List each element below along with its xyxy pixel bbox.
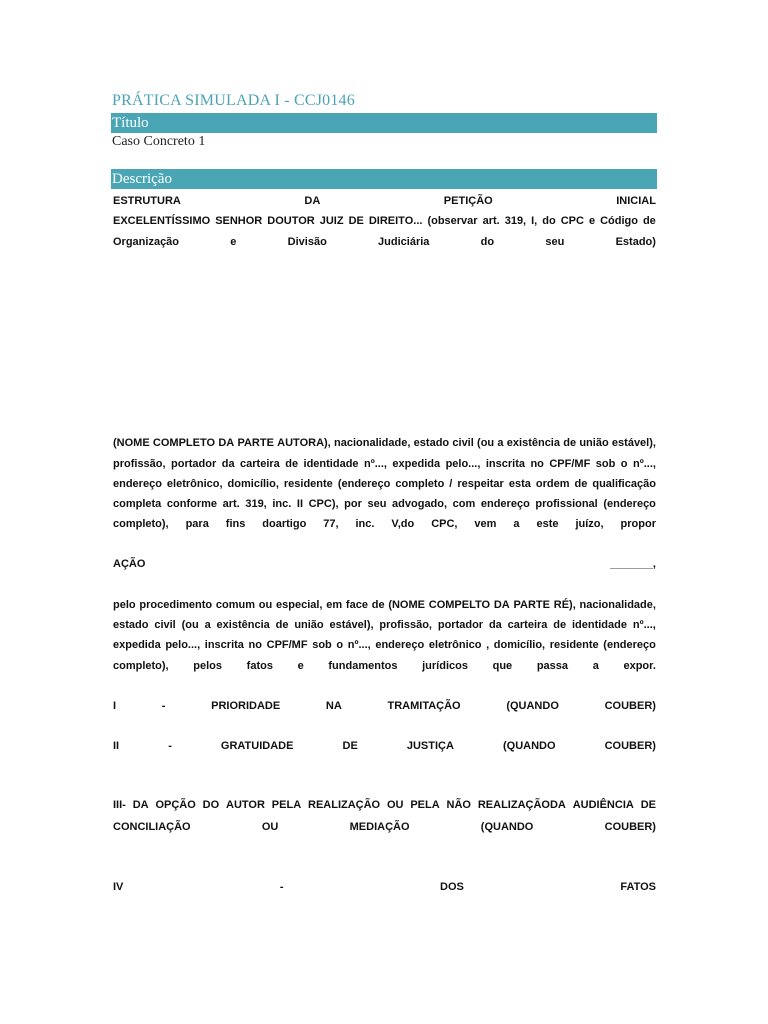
text-line <box>113 436 656 450</box>
section-header-descricao: Descrição <box>111 169 657 189</box>
word: inc. <box>272 498 292 510</box>
word: eletrônico, <box>166 478 223 490</box>
word: e <box>230 236 237 248</box>
word: a <box>513 518 520 530</box>
word: profissional <box>535 498 598 510</box>
word: respeitar <box>457 478 504 490</box>
word: SENHOR <box>215 215 263 227</box>
word: de <box>275 619 289 631</box>
word: por <box>344 498 362 510</box>
word: doartigo <box>262 518 307 530</box>
word: REALIZAÇÃODA <box>477 799 566 811</box>
word: esta <box>508 478 531 490</box>
word: endereço <box>480 498 530 510</box>
word: DE <box>640 799 656 811</box>
word: para <box>185 518 209 530</box>
word: sob <box>595 458 616 470</box>
word: domicílio, <box>227 478 279 490</box>
word: vem <box>474 518 497 530</box>
word: ESTRUTURA <box>113 195 181 207</box>
word: DA <box>218 437 235 449</box>
word: nacionalidade, <box>579 599 656 611</box>
word: TRAMITAÇÃO <box>387 700 461 712</box>
word: estado <box>113 619 149 631</box>
word: I <box>113 700 117 712</box>
word: (QUANDO <box>480 821 534 833</box>
word: união <box>294 619 324 631</box>
text-line <box>113 457 656 471</box>
word: qualificação <box>592 478 656 490</box>
word: o <box>336 639 344 651</box>
word: e <box>588 215 596 227</box>
word: INICIAL <box>616 195 656 207</box>
word: Judiciária <box>378 236 430 248</box>
word: art. <box>482 215 500 227</box>
word: _______, <box>610 558 656 570</box>
word: seu <box>367 498 387 510</box>
word: pelo <box>113 599 136 611</box>
document-title: PRÁTICA SIMULADA I - CCJ0146 <box>112 92 355 109</box>
word: existência <box>506 437 560 449</box>
word: jurídicos <box>422 660 468 672</box>
word: a <box>497 437 504 449</box>
text-line <box>113 598 656 612</box>
word: nacionalidade, <box>334 437 411 449</box>
word: em <box>326 599 343 611</box>
word: inscrita <box>485 458 525 470</box>
word: a <box>204 619 211 631</box>
word: profissão, <box>379 619 432 631</box>
word: advogado, <box>392 498 448 510</box>
text-line <box>113 235 656 249</box>
word: e <box>297 660 304 672</box>
word: RÉ), <box>553 599 576 611</box>
word: COUBER) <box>604 821 656 833</box>
word: estável), <box>611 437 656 449</box>
word: inc. <box>355 518 375 530</box>
word: DE <box>348 215 364 227</box>
word: da <box>221 458 235 470</box>
word: endereço <box>375 639 425 651</box>
word: ordem <box>535 478 570 490</box>
titulo-value: Caso Concreto 1 <box>112 134 206 149</box>
word: COMPLETO <box>152 437 216 449</box>
word: fins <box>225 518 246 530</box>
word: PRIORIDADE <box>211 700 281 712</box>
word: de <box>371 599 385 611</box>
word: AUDIÊNCIA <box>572 799 634 811</box>
word: (NOME <box>388 599 425 611</box>
word: com <box>452 498 476 510</box>
word: face <box>345 599 368 611</box>
word: (ou <box>181 619 199 631</box>
word: FATOS <box>620 881 656 893</box>
word: OU <box>261 821 279 833</box>
word: DO <box>202 799 220 811</box>
word: MEDIAÇÃO <box>349 821 410 833</box>
text-line <box>113 820 656 834</box>
text-line <box>113 214 656 228</box>
word: REALIZAÇÃO <box>308 799 381 811</box>
word: CPC <box>560 215 584 227</box>
word: COMPELTO <box>428 599 491 611</box>
word: III- <box>113 799 126 811</box>
word: NÃO <box>446 799 471 811</box>
word: - <box>161 700 166 712</box>
word: profissão, <box>113 458 166 470</box>
word: expedida <box>113 639 161 651</box>
word: 77, <box>323 518 339 530</box>
word: completo), <box>113 660 169 672</box>
word: residente <box>549 639 599 651</box>
word: CPF/MF <box>549 458 591 470</box>
word: no <box>248 639 262 651</box>
word: EXCELENTÍSSIMO <box>113 215 211 227</box>
section-header-titulo: Título <box>111 113 657 133</box>
text-line <box>113 699 656 713</box>
word: a <box>592 660 599 672</box>
word: (observar <box>427 215 478 227</box>
word: propor <box>620 518 656 530</box>
word: carteira <box>507 619 548 631</box>
word: PARTE <box>513 599 550 611</box>
word: endereço <box>113 478 162 490</box>
word: nº..., <box>347 639 371 651</box>
word: portador <box>171 458 217 470</box>
word: do <box>480 236 495 248</box>
word: de <box>553 619 567 631</box>
word: (QUANDO <box>502 740 556 752</box>
word: II <box>113 740 120 752</box>
word: CPF/MF <box>266 639 308 651</box>
word: especial, <box>276 599 323 611</box>
word: OPÇÃO <box>155 799 196 811</box>
word: de <box>285 458 299 470</box>
word: Divisão <box>287 236 327 248</box>
word: domicílio, <box>493 639 546 651</box>
word: PELA <box>410 799 440 811</box>
word: este <box>536 518 559 530</box>
word: (endereço <box>603 498 656 510</box>
word: / <box>449 478 453 490</box>
word: residente <box>283 478 333 490</box>
word: expor. <box>623 660 656 672</box>
word: (endereço <box>603 639 656 651</box>
word: COUBER) <box>604 700 656 712</box>
word: inscrita <box>204 639 244 651</box>
word: identidade <box>571 619 627 631</box>
word: nº..., <box>632 619 656 631</box>
word: (endereço <box>337 478 391 490</box>
word: - <box>168 740 172 752</box>
word: DOUTOR <box>267 215 315 227</box>
word: pelos <box>193 660 223 672</box>
word: de <box>642 215 656 227</box>
word: PELA <box>271 799 302 811</box>
word: do <box>542 215 556 227</box>
word: - <box>279 881 284 893</box>
word: identidade <box>303 458 359 470</box>
word: civil <box>452 437 474 449</box>
word: nº..., <box>364 458 387 470</box>
word: estado <box>413 437 450 449</box>
word: I, <box>531 215 538 227</box>
word: AÇÃO <box>113 558 146 570</box>
word: no <box>530 458 544 470</box>
text-line <box>113 638 656 652</box>
word: , <box>486 639 490 651</box>
word: DA <box>132 799 149 811</box>
word: DIREITO... <box>368 215 423 227</box>
word: GRATUIDADE <box>220 740 294 752</box>
word: 319, <box>245 498 267 510</box>
word: portador <box>437 619 484 631</box>
word: (ou <box>477 437 495 449</box>
word: (NOME <box>113 437 150 449</box>
word: carteira <box>240 458 280 470</box>
word: Código <box>600 215 638 227</box>
word: que <box>492 660 513 672</box>
word: juízo, <box>575 518 604 530</box>
text-line <box>113 798 656 812</box>
text-line <box>113 517 656 531</box>
word: DA <box>493 599 510 611</box>
word: de <box>563 437 577 449</box>
text-line <box>113 477 656 491</box>
word: AUTORA), <box>277 437 331 449</box>
word: art. <box>222 498 240 510</box>
text-line <box>113 739 656 753</box>
word: conforme <box>166 498 218 510</box>
word: procedimento <box>139 599 213 611</box>
word: OU <box>386 799 404 811</box>
word: JUSTIÇA <box>406 740 454 752</box>
word: pelo..., <box>165 639 201 651</box>
word: sob <box>312 639 332 651</box>
word: Organização <box>113 236 180 248</box>
word: ou <box>258 599 273 611</box>
word: completo), <box>113 518 169 530</box>
word: II <box>296 498 304 510</box>
word: CONCILIAÇÃO <box>113 821 191 833</box>
word: NA <box>325 700 342 712</box>
text-line <box>113 497 656 511</box>
word: fatos <box>246 660 273 672</box>
word: da <box>488 619 502 631</box>
word: PARTE <box>237 437 274 449</box>
word: fundamentos <box>328 660 398 672</box>
word: comum <box>215 599 256 611</box>
word: (QUANDO <box>506 700 559 712</box>
word: eletrônico <box>428 639 482 651</box>
word: seu <box>545 236 565 248</box>
word: estável), <box>329 619 374 631</box>
word: DA <box>304 195 321 207</box>
word: pelo..., <box>445 458 481 470</box>
word: de <box>574 478 588 490</box>
word: PETIÇÃO <box>443 195 493 207</box>
word: CPC, <box>431 518 458 530</box>
word: união <box>579 437 609 449</box>
text-line <box>113 194 656 208</box>
word: DOS <box>440 881 464 893</box>
word: expedida <box>392 458 441 470</box>
word: completa <box>113 498 162 510</box>
text-line <box>113 557 656 571</box>
word: Estado) <box>615 236 656 248</box>
word: V,do <box>391 518 415 530</box>
word: civil <box>154 619 176 631</box>
text-line <box>113 659 656 673</box>
word: DE <box>342 740 358 752</box>
word: completo <box>395 478 445 490</box>
word: o <box>620 458 628 470</box>
word: AUTOR <box>226 799 265 811</box>
word: COUBER) <box>604 740 656 752</box>
word: passa <box>536 660 569 672</box>
word: JUIZ <box>319 215 344 227</box>
word: IV <box>113 881 124 893</box>
word: CPC), <box>308 498 339 510</box>
text-line <box>113 880 656 894</box>
word: existência <box>216 619 270 631</box>
word: 319, <box>504 215 527 227</box>
word: nº..., <box>632 458 656 470</box>
text-line <box>113 618 656 632</box>
